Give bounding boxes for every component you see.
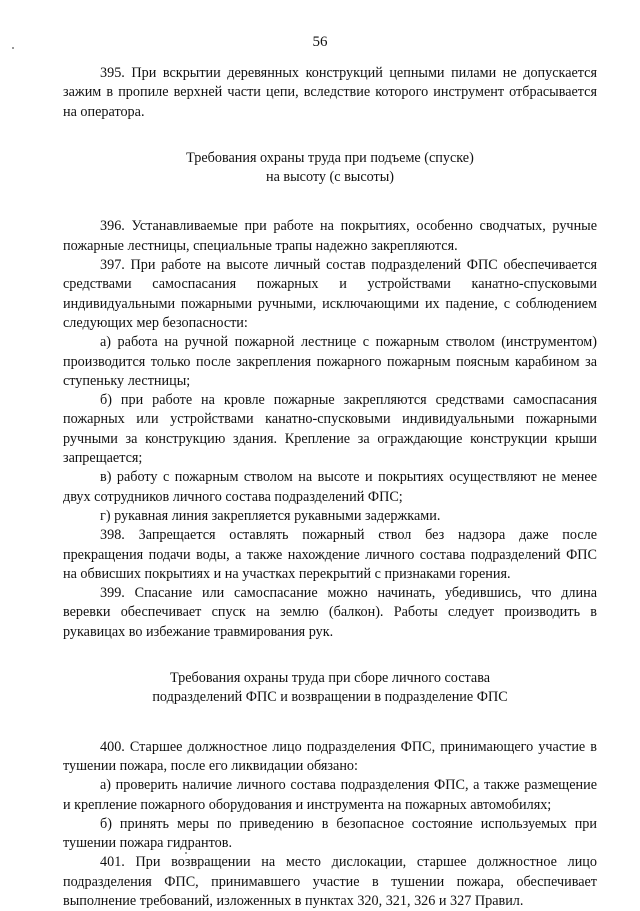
document-body [63, 64, 597, 911]
page-number: 56 [312, 34, 328, 50]
heading-line: подразделений ФПС и возвращении в подразделение ФПС [152, 689, 508, 706]
paragraph-397-v: в) работу с пожарным стволом на высоте и покрытиях осуществляют не менее двух сотрудников личного состава подразделений ФПС; [63, 469, 597, 505]
paragraph-396: 396. Устанавливаемые при работе на покрытиях, особенно сводчатых, ручные пожарные лестницы, специальные трапы надежно закрепляются. [63, 218, 597, 254]
paragraph-397-g: г) рукавная линия закрепляется рукавными задержками. [100, 507, 441, 524]
section-heading-height-work [63, 149, 597, 188]
scan-speck [185, 852, 187, 854]
paragraph-401: 401. При возвращении на место дислокации, старшее должностное лицо подразделения ФПС, принимавшего участие в тушении пожара, обеспечивает выполнение требований, изложенных в пунктах 320, 321, 326 и 327 Правил. [63, 854, 597, 909]
paragraph-397-b: б) при работе на кровле пожарные закрепляются средствами самоспасания пожарных или устройствами канатно-спусковыми индивидуальными пожарными ручными за конструкцию здания. Крепление за ограждающие конструкции крыши запрещается; [63, 392, 597, 467]
paragraph-400-a: а) проверить наличие личного состава подразделения ФПС, а также размещение и крепление пожарного оборудования и инструмента на пожарных автомобилях; [63, 777, 597, 813]
heading-line: Требования охраны труда при подъеме (спуске) [186, 149, 474, 166]
paragraph-395: 395. При вскрытии деревянных конструкций цепными пилами не допускается зажим в пропиле верхней части цепи, вследствие которого инструмент отбрасывается на оператора. [63, 65, 597, 120]
paragraph-398: 398. Запрещается оставлять пожарный ствол без надзора даже после прекращения подачи воды, а также нахождение личного состава подразделений ФПС на обвисших покрытиях и на участках перекрытий с признаками горения. [63, 527, 597, 582]
heading-line: на высоту (с высоты) [266, 169, 394, 186]
paragraph-400: 400. Старшее должностное лицо подразделения ФПС, принимающего участие в тушении пожара, после его ликвидации обязано: [63, 738, 597, 774]
paragraph-400-b: б) принять меры по приведению в безопасное состояние используемых при тушении пожара гидрантов. [63, 815, 597, 852]
scan-speck [12, 47, 14, 49]
heading-line: Требования охраны труда при сборе личного состава [170, 670, 490, 687]
paragraph-397: 397. При работе на высоте личный состав подразделений ФПС обеспечивается средствами самоспасания пожарных и устройствами канатно-спусковыми индивидуальными пожарными ручными, исключающими их падение, с соблюдением следующих мер безопасности: [63, 257, 597, 331]
section-heading-return [63, 669, 597, 708]
paragraph-399: 399. Спасание или самоспасание можно начинать, убедившись, что длина веревки обеспечивает спуск на землю (балкон). Работы следует производить в рукавицах во избежание травмирования рук. [63, 585, 597, 640]
paragraph-397-a: а) работа на ручной пожарной лестнице с пожарным стволом (инструментом) производится только после закрепления пожарного пожарным поясным карабином за ступеньку лестницы; [63, 334, 597, 389]
